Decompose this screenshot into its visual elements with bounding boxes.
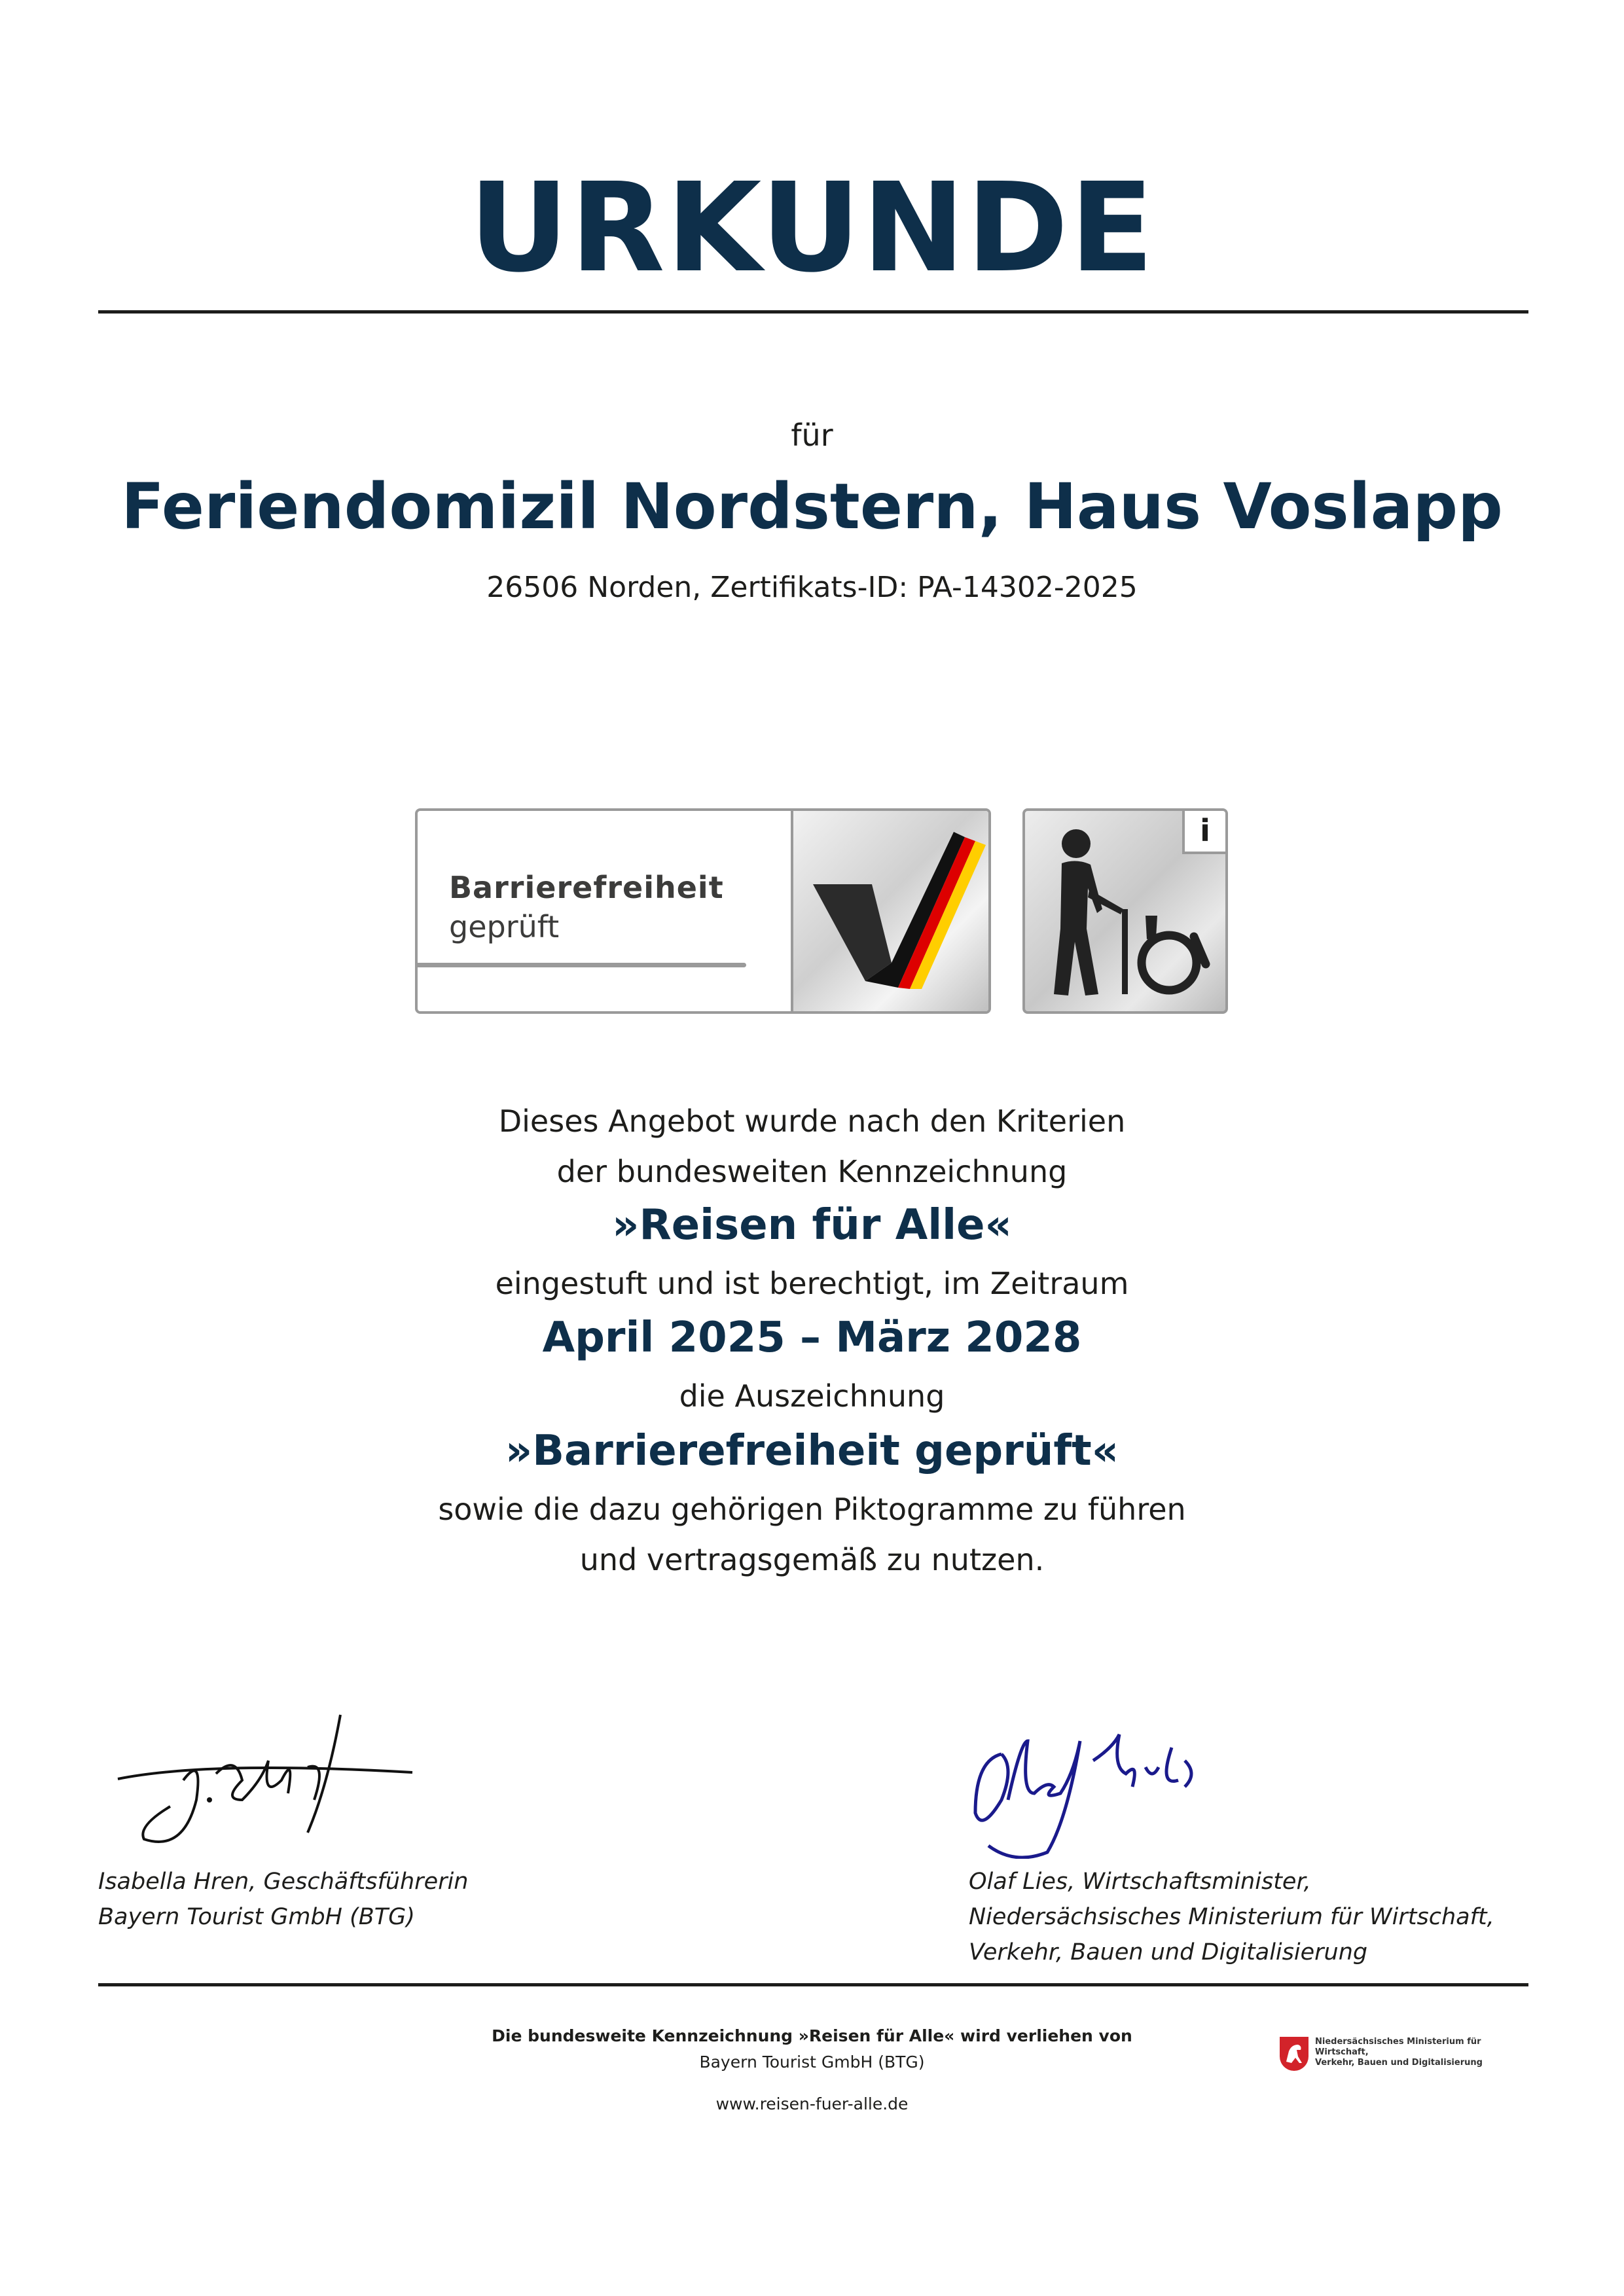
recipient-name: Feriendomizil Nordstern, Haus Voslapp (121, 470, 1503, 543)
body-line-2: der bundesweiten Kennzeichnung (556, 1154, 1068, 1189)
header-divider (98, 310, 1528, 314)
signatory-right-org-line2: Verkehr, Bauen und Digitalisierung (969, 1939, 1368, 1965)
signatory-right-name: Olaf Lies, Wirtschaftsminister, (969, 1869, 1311, 1895)
label-name: »Reisen für Alle« (612, 1201, 1012, 1249)
signature-right (962, 1702, 1224, 1859)
signatory-left-name: Isabella Hren, Geschäftsführerin (98, 1869, 469, 1895)
badge-label-line2: geprüft (449, 909, 560, 944)
ministry-logo-line2: Verkehr, Bauen und Digitalisierung (1315, 2058, 1483, 2068)
footer-divider (98, 1983, 1528, 1986)
badge-label-line1: Barrierefreiheit (449, 870, 724, 905)
recipient-prefix: für (791, 418, 833, 453)
barrierefreiheit-badge (415, 808, 991, 1014)
ministry-logo (1280, 2034, 1528, 2073)
badge-text-pane (418, 811, 791, 1011)
info-icon: i (1182, 811, 1225, 854)
body-line-6: und vertragsgemäß zu nutzen. (579, 1542, 1045, 1577)
recipient-address: 26506 Norden, Zertifikats-ID: PA-14302-2025 (486, 571, 1138, 604)
accessibility-pictogram (1022, 808, 1228, 1014)
validity-period: April 2025 – März 2028 (542, 1314, 1082, 1362)
award-name: »Barrierefreiheit geprüft« (505, 1427, 1119, 1475)
german-flag-checkmark-icon (793, 811, 991, 1011)
lower-saxony-horse-crest-icon (1280, 2037, 1308, 2071)
signatory-right-org-line1: Niedersächsisches Ministerium für Wirtschaft, (969, 1904, 1494, 1930)
body-line-1: Dieses Angebot wurde nach den Kriterien (498, 1103, 1126, 1139)
body-line-4: die Auszeichnung (679, 1378, 945, 1414)
signatory-left-org: Bayern Tourist GmbH (BTG) (98, 1904, 415, 1930)
badge-underline (418, 963, 746, 967)
footer-awarded-by: Die bundesweite Kennzeichnung »Reisen für Alle« wird verliehen von (492, 2026, 1132, 2045)
signature-left (111, 1702, 425, 1859)
footer-url: www.reisen-fuer-alle.de (715, 2094, 909, 2113)
certificate-title: URKUNDE (469, 156, 1155, 300)
badge-check-pane (791, 811, 991, 1011)
body-line-5: sowie die dazu gehörigen Piktogramme zu führen (438, 1492, 1186, 1527)
body-line-3: eingestuft und ist berechtigt, im Zeitraum (495, 1266, 1129, 1301)
ministry-logo-line1: Niedersächsisches Ministerium für Wirtschaft, (1315, 2037, 1481, 2057)
ministry-logo-text (1315, 2037, 1528, 2068)
footer-organization: Bayern Tourist GmbH (BTG) (699, 2053, 925, 2072)
